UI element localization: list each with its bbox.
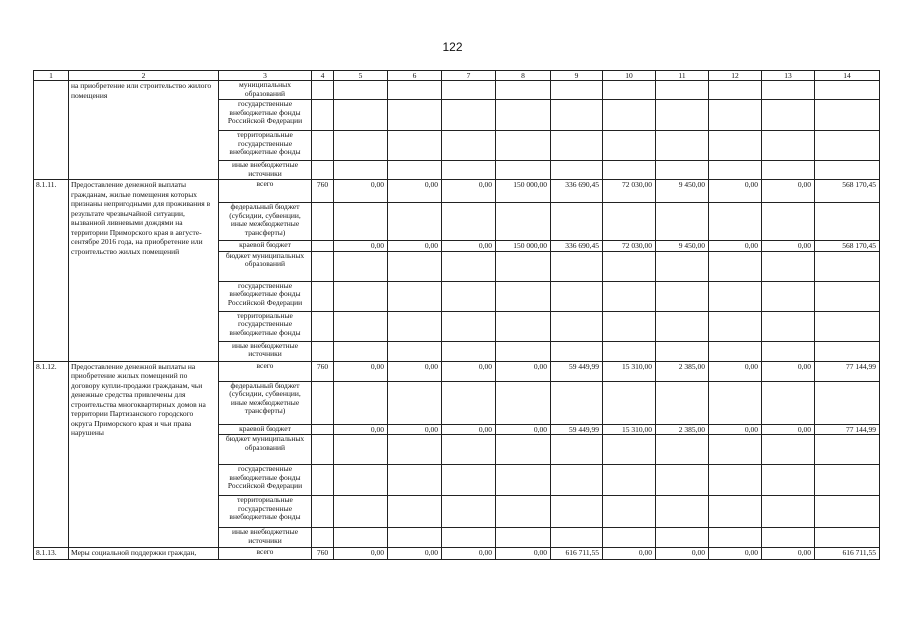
funding-label: государственные внебюджетные фонды Российской Федерации <box>219 100 312 131</box>
empty-cell <box>656 311 709 341</box>
page-number: 122 <box>442 40 463 54</box>
empty-cell <box>388 311 442 341</box>
empty-cell <box>656 161 709 180</box>
value-cell: 72 030,00 <box>603 180 656 203</box>
value-cell: 0,00 <box>442 241 496 252</box>
empty-cell <box>496 496 551 528</box>
empty-cell <box>312 528 334 548</box>
empty-cell <box>603 528 656 548</box>
value-cell: 0,00 <box>656 548 709 560</box>
funding-label: территориальные государственные внебюджетные фонды <box>219 131 312 161</box>
empty-cell <box>388 203 442 241</box>
value-cell: 77 144,99 <box>815 361 880 381</box>
empty-cell <box>656 341 709 361</box>
empty-cell <box>442 311 496 341</box>
grbs-cell <box>312 424 334 435</box>
empty-cell <box>603 311 656 341</box>
funding-label: иные внебюджетные источники <box>219 341 312 361</box>
empty-cell <box>603 131 656 161</box>
empty-cell <box>603 161 656 180</box>
value-cell: 616 711,55 <box>815 548 880 560</box>
empty-cell <box>709 100 762 131</box>
empty-cell <box>762 435 815 465</box>
empty-cell <box>442 161 496 180</box>
table-row <box>34 180 880 203</box>
funding-label: федеральный бюджет (субсидии, субвенции, иные межбюджетные трансферты) <box>219 203 312 241</box>
empty-cell <box>709 203 762 241</box>
empty-cell <box>312 381 334 424</box>
empty-cell <box>442 496 496 528</box>
value-cell: 0,00 <box>334 548 388 560</box>
value-cell: 0,00 <box>603 548 656 560</box>
empty-cell <box>709 81 762 100</box>
value-cell: 568 170,45 <box>815 241 880 252</box>
empty-cell <box>388 81 442 100</box>
value-cell: 0,00 <box>709 241 762 252</box>
empty-cell <box>815 496 880 528</box>
empty-cell <box>815 311 880 341</box>
empty-cell <box>312 435 334 465</box>
empty-cell <box>709 528 762 548</box>
empty-cell <box>815 131 880 161</box>
empty-cell <box>656 251 709 281</box>
empty-cell <box>334 311 388 341</box>
column-number: 1 <box>34 71 69 81</box>
column-number: 10 <box>603 71 656 81</box>
empty-cell <box>496 100 551 131</box>
value-cell: 0,00 <box>496 548 551 560</box>
empty-cell <box>334 435 388 465</box>
item-name: Предоставление денежной выплаты гражданам, жилые помещения которых признаны непригодными для проживания в результате чрезвычайной ситуации, вызванной ливневыми дождями на территории Приморского края в августе-сентябре 2016 года, на приобретение или строительство жилых помещений <box>69 180 219 362</box>
value-cell: 2 385,00 <box>656 424 709 435</box>
item-name: на приобретение или строительство жилого помещения <box>69 81 219 180</box>
empty-cell <box>334 528 388 548</box>
value-cell: 0,00 <box>334 241 388 252</box>
value-cell: 0,00 <box>709 361 762 381</box>
empty-cell <box>762 203 815 241</box>
empty-cell <box>762 341 815 361</box>
empty-cell <box>815 100 880 131</box>
empty-cell <box>312 341 334 361</box>
empty-cell <box>496 341 551 361</box>
empty-cell <box>656 528 709 548</box>
item-code: 8.1.13. <box>34 548 69 560</box>
funding-label: иные внебюджетные источники <box>219 161 312 180</box>
column-number: 11 <box>656 71 709 81</box>
empty-cell <box>496 251 551 281</box>
value-cell: 59 449,99 <box>551 361 603 381</box>
empty-cell <box>656 100 709 131</box>
funding-label: государственные внебюджетные фонды Российской Федерации <box>219 281 312 311</box>
empty-cell <box>442 100 496 131</box>
value-cell: 0,00 <box>334 424 388 435</box>
empty-cell <box>709 381 762 424</box>
empty-cell <box>388 465 442 496</box>
grbs-cell: 760 <box>312 548 334 560</box>
empty-cell <box>388 100 442 131</box>
empty-cell <box>815 381 880 424</box>
value-cell: 0,00 <box>388 424 442 435</box>
value-cell: 0,00 <box>442 361 496 381</box>
funding-label: иные внебюджетные источники <box>219 528 312 548</box>
value-cell: 336 690,45 <box>551 241 603 252</box>
empty-cell <box>815 341 880 361</box>
empty-cell <box>603 100 656 131</box>
empty-cell <box>815 251 880 281</box>
empty-cell <box>388 435 442 465</box>
empty-cell <box>442 203 496 241</box>
empty-cell <box>762 281 815 311</box>
funding-label: территориальные государственные внебюджетные фонды <box>219 496 312 528</box>
empty-cell <box>312 100 334 131</box>
empty-cell <box>312 311 334 341</box>
value-cell: 0,00 <box>442 180 496 203</box>
empty-cell <box>762 465 815 496</box>
empty-cell <box>762 528 815 548</box>
empty-cell <box>603 496 656 528</box>
empty-cell <box>388 381 442 424</box>
column-number: 4 <box>312 71 334 81</box>
grbs-cell <box>312 241 334 252</box>
table-row <box>34 361 880 381</box>
empty-cell <box>709 281 762 311</box>
column-number: 14 <box>815 71 880 81</box>
empty-cell <box>603 81 656 100</box>
value-cell: 150 000,00 <box>496 241 551 252</box>
empty-cell <box>334 281 388 311</box>
empty-cell <box>334 131 388 161</box>
column-number: 7 <box>442 71 496 81</box>
empty-cell <box>551 81 603 100</box>
value-cell: 616 711,55 <box>551 548 603 560</box>
value-cell: 0,00 <box>762 361 815 381</box>
empty-cell <box>762 81 815 100</box>
empty-cell <box>442 465 496 496</box>
empty-cell <box>551 496 603 528</box>
empty-cell <box>656 496 709 528</box>
item-name: Меры социальной поддержки граждан, <box>69 548 219 560</box>
empty-cell <box>312 161 334 180</box>
empty-cell <box>312 281 334 311</box>
empty-cell <box>603 203 656 241</box>
value-cell: 0,00 <box>388 361 442 381</box>
value-cell: 0,00 <box>762 180 815 203</box>
funding-label: всего <box>219 548 312 560</box>
empty-cell <box>334 465 388 496</box>
value-cell: 0,00 <box>496 361 551 381</box>
value-cell: 0,00 <box>388 548 442 560</box>
empty-cell <box>656 81 709 100</box>
empty-cell <box>334 381 388 424</box>
empty-cell <box>551 251 603 281</box>
funding-label: бюджет муниципальных образований <box>219 435 312 465</box>
empty-cell <box>551 311 603 341</box>
empty-cell <box>312 465 334 496</box>
empty-cell <box>815 465 880 496</box>
empty-cell <box>442 435 496 465</box>
empty-cell <box>762 496 815 528</box>
column-number: 6 <box>388 71 442 81</box>
value-cell: 0,00 <box>388 241 442 252</box>
empty-cell <box>388 341 442 361</box>
value-cell: 568 170,45 <box>815 180 880 203</box>
empty-cell <box>815 528 880 548</box>
empty-cell <box>388 131 442 161</box>
empty-cell <box>551 435 603 465</box>
empty-cell <box>388 281 442 311</box>
column-number: 2 <box>69 71 219 81</box>
empty-cell <box>709 251 762 281</box>
empty-cell <box>656 381 709 424</box>
empty-cell <box>551 341 603 361</box>
empty-cell <box>496 465 551 496</box>
empty-cell <box>815 161 880 180</box>
value-cell: 0,00 <box>762 241 815 252</box>
empty-cell <box>442 131 496 161</box>
funding-label: краевой бюджет <box>219 241 312 252</box>
empty-cell <box>388 161 442 180</box>
value-cell: 336 690,45 <box>551 180 603 203</box>
item-code: 8.1.12. <box>34 361 69 548</box>
value-cell: 0,00 <box>709 548 762 560</box>
funding-label: государственные внебюджетные фонды Российской Федерации <box>219 465 312 496</box>
value-cell: 15 310,00 <box>603 361 656 381</box>
empty-cell <box>442 81 496 100</box>
empty-cell <box>334 341 388 361</box>
empty-cell <box>496 435 551 465</box>
value-cell: 0,00 <box>762 424 815 435</box>
funding-label: краевой бюджет <box>219 424 312 435</box>
funding-label: муниципальных образований <box>219 81 312 100</box>
value-cell: 0,00 <box>334 180 388 203</box>
value-cell: 0,00 <box>762 548 815 560</box>
funding-label: всего <box>219 361 312 381</box>
empty-cell <box>551 465 603 496</box>
empty-cell <box>656 435 709 465</box>
empty-cell <box>551 528 603 548</box>
empty-cell <box>603 341 656 361</box>
empty-cell <box>815 281 880 311</box>
value-cell: 0,00 <box>496 424 551 435</box>
empty-cell <box>496 311 551 341</box>
empty-cell <box>603 381 656 424</box>
empty-cell <box>551 281 603 311</box>
grbs-cell: 760 <box>312 361 334 381</box>
empty-cell <box>334 203 388 241</box>
item-code: 8.1.11. <box>34 180 69 362</box>
empty-cell <box>815 435 880 465</box>
column-number: 8 <box>496 71 551 81</box>
funding-label: всего <box>219 180 312 203</box>
empty-cell <box>312 131 334 161</box>
empty-cell <box>312 251 334 281</box>
value-cell: 72 030,00 <box>603 241 656 252</box>
empty-cell <box>388 528 442 548</box>
empty-cell <box>312 203 334 241</box>
empty-cell <box>603 465 656 496</box>
empty-cell <box>334 161 388 180</box>
empty-cell <box>551 131 603 161</box>
table-row <box>34 81 880 100</box>
value-cell: 9 450,00 <box>656 241 709 252</box>
grbs-cell: 760 <box>312 180 334 203</box>
empty-cell <box>709 341 762 361</box>
empty-cell <box>762 251 815 281</box>
empty-cell <box>442 251 496 281</box>
column-number: 3 <box>219 71 312 81</box>
funding-label: бюджет муниципальных образований <box>219 251 312 281</box>
empty-cell <box>603 281 656 311</box>
table-row <box>34 548 880 560</box>
value-cell: 2 385,00 <box>656 361 709 381</box>
value-cell: 0,00 <box>334 361 388 381</box>
empty-cell <box>496 81 551 100</box>
empty-cell <box>656 203 709 241</box>
item-code <box>34 81 69 180</box>
empty-cell <box>442 528 496 548</box>
empty-cell <box>762 131 815 161</box>
empty-cell <box>334 496 388 528</box>
value-cell: 150 000,00 <box>496 180 551 203</box>
empty-cell <box>312 496 334 528</box>
empty-cell <box>442 341 496 361</box>
table-row <box>34 71 880 81</box>
value-cell: 59 449,99 <box>551 424 603 435</box>
funding-label: федеральный бюджет (субсидии, субвенции, иные межбюджетные трансферты) <box>219 381 312 424</box>
empty-cell <box>496 528 551 548</box>
value-cell: 9 450,00 <box>656 180 709 203</box>
empty-cell <box>656 281 709 311</box>
empty-cell <box>603 251 656 281</box>
empty-cell <box>496 381 551 424</box>
item-name: Предоставление денежной выплаты на приобретение жилых помещений по договору купли-продажи гражданам, чьи денежные средства привлечены для строительства многоквартирных домов на территории Партизанского городского округа Приморского края и чьи права нарушены <box>69 361 219 548</box>
empty-cell <box>551 161 603 180</box>
empty-cell <box>334 100 388 131</box>
empty-cell <box>551 381 603 424</box>
empty-cell <box>496 203 551 241</box>
value-cell: 0,00 <box>442 548 496 560</box>
empty-cell <box>656 465 709 496</box>
column-number: 13 <box>762 71 815 81</box>
empty-cell <box>709 465 762 496</box>
value-cell: 15 310,00 <box>603 424 656 435</box>
empty-cell <box>603 435 656 465</box>
empty-cell <box>762 100 815 131</box>
column-number: 12 <box>709 71 762 81</box>
empty-cell <box>334 251 388 281</box>
empty-cell <box>762 311 815 341</box>
budget-table <box>33 70 880 560</box>
empty-cell <box>388 496 442 528</box>
value-cell: 0,00 <box>709 180 762 203</box>
empty-cell <box>709 311 762 341</box>
value-cell: 77 144,99 <box>815 424 880 435</box>
value-cell: 0,00 <box>388 180 442 203</box>
empty-cell <box>815 203 880 241</box>
empty-cell <box>709 496 762 528</box>
empty-cell <box>656 131 709 161</box>
empty-cell <box>551 203 603 241</box>
empty-cell <box>442 381 496 424</box>
empty-cell <box>496 281 551 311</box>
empty-cell <box>312 81 334 100</box>
value-cell: 0,00 <box>442 424 496 435</box>
empty-cell <box>709 161 762 180</box>
empty-cell <box>442 281 496 311</box>
funding-label: территориальные государственные внебюджетные фонды <box>219 311 312 341</box>
column-number: 5 <box>334 71 388 81</box>
empty-cell <box>388 251 442 281</box>
empty-cell <box>762 381 815 424</box>
empty-cell <box>496 131 551 161</box>
value-cell: 0,00 <box>709 424 762 435</box>
empty-cell <box>334 81 388 100</box>
empty-cell <box>551 100 603 131</box>
empty-cell <box>762 161 815 180</box>
column-number: 9 <box>551 71 603 81</box>
empty-cell <box>709 435 762 465</box>
empty-cell <box>709 131 762 161</box>
empty-cell <box>815 81 880 100</box>
empty-cell <box>496 161 551 180</box>
